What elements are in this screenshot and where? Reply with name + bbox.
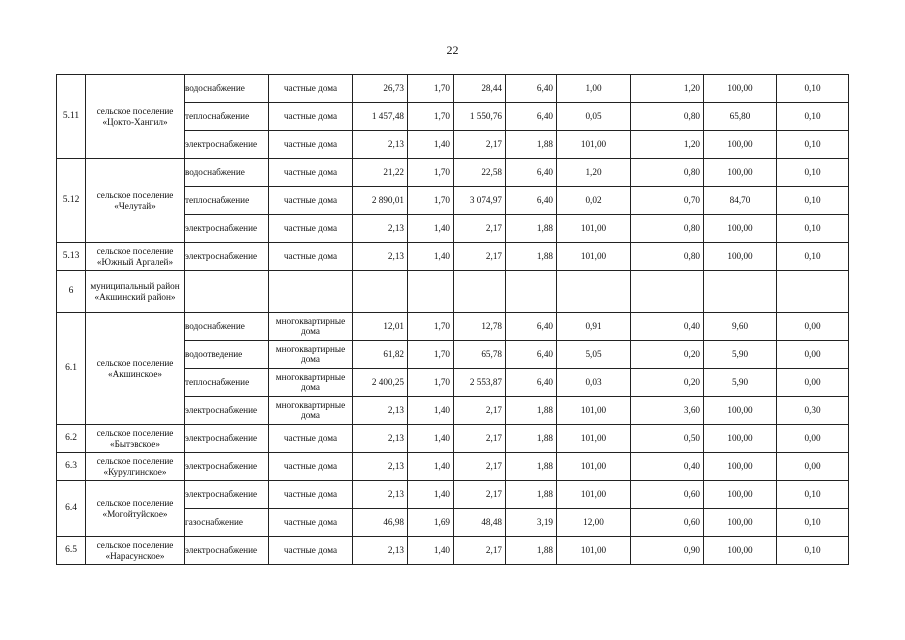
value-cell: 1,20 bbox=[631, 75, 704, 103]
value-cell: 0,00 bbox=[777, 425, 849, 453]
empty-cell bbox=[408, 271, 454, 313]
housing-type-cell: многоквартирные дома bbox=[269, 397, 353, 425]
empty-cell bbox=[704, 271, 777, 313]
table-row bbox=[57, 271, 849, 313]
value-cell: 84,70 bbox=[704, 187, 777, 215]
value-cell: 0,60 bbox=[631, 509, 704, 537]
value-cell: 6,40 bbox=[506, 159, 557, 187]
empty-cell bbox=[185, 271, 269, 313]
value-cell: 0,00 bbox=[777, 453, 849, 481]
value-cell: 0,10 bbox=[777, 243, 849, 271]
row-number-cell: 6.2 bbox=[57, 425, 86, 453]
value-cell: 1,88 bbox=[506, 481, 557, 509]
value-cell: 1,40 bbox=[408, 131, 454, 159]
value-cell: 1,70 bbox=[408, 159, 454, 187]
value-cell: 0,10 bbox=[777, 131, 849, 159]
value-cell: 5,90 bbox=[704, 369, 777, 397]
value-cell: 0,05 bbox=[557, 103, 631, 131]
value-cell: 1,20 bbox=[631, 131, 704, 159]
value-cell: 101,00 bbox=[557, 243, 631, 271]
value-cell: 1,88 bbox=[506, 131, 557, 159]
value-cell: 3 074,97 bbox=[454, 187, 506, 215]
value-cell: 0,10 bbox=[777, 509, 849, 537]
settlement-cell: сельское поселение «Акшинское» bbox=[86, 313, 185, 425]
value-cell: 2,13 bbox=[353, 397, 408, 425]
value-cell: 1,40 bbox=[408, 243, 454, 271]
value-cell: 2,13 bbox=[353, 215, 408, 243]
value-cell: 100,00 bbox=[704, 159, 777, 187]
settlement-cell: сельское поселение «Цокто-Хангил» bbox=[86, 75, 185, 159]
value-cell: 0,20 bbox=[631, 341, 704, 369]
empty-cell bbox=[454, 271, 506, 313]
table-row bbox=[57, 243, 849, 271]
value-cell: 0,60 bbox=[631, 481, 704, 509]
utility-cell: электроснабжение bbox=[185, 215, 269, 243]
utility-cell: электроснабжение bbox=[185, 453, 269, 481]
value-cell: 1 457,48 bbox=[353, 103, 408, 131]
table-row bbox=[57, 481, 849, 509]
settlement-cell: сельское поселение «Курулгинское» bbox=[86, 453, 185, 481]
value-cell: 1,70 bbox=[408, 75, 454, 103]
value-cell: 1,88 bbox=[506, 425, 557, 453]
housing-type-cell: частные дома bbox=[269, 215, 353, 243]
value-cell: 2,17 bbox=[454, 215, 506, 243]
value-cell: 101,00 bbox=[557, 481, 631, 509]
value-cell: 101,00 bbox=[557, 425, 631, 453]
row-number-cell: 6.5 bbox=[57, 537, 86, 565]
value-cell: 2 400,25 bbox=[353, 369, 408, 397]
utility-cell: водоснабжение bbox=[185, 159, 269, 187]
value-cell: 61,82 bbox=[353, 341, 408, 369]
value-cell: 12,78 bbox=[454, 313, 506, 341]
value-cell: 6,40 bbox=[506, 187, 557, 215]
value-cell: 0,90 bbox=[631, 537, 704, 565]
housing-type-cell: многоквартирные дома bbox=[269, 341, 353, 369]
housing-type-cell: частные дома bbox=[269, 243, 353, 271]
tariff-table bbox=[56, 74, 849, 565]
value-cell: 6,40 bbox=[506, 313, 557, 341]
housing-type-cell: частные дома bbox=[269, 453, 353, 481]
value-cell: 0,80 bbox=[631, 243, 704, 271]
utility-cell: газоснабжение bbox=[185, 509, 269, 537]
settlement-cell: сельское поселение «Южный Аргалей» bbox=[86, 243, 185, 271]
value-cell: 2,17 bbox=[454, 243, 506, 271]
value-cell: 0,10 bbox=[777, 75, 849, 103]
value-cell: 2,13 bbox=[353, 425, 408, 453]
empty-cell bbox=[777, 271, 849, 313]
value-cell: 1,40 bbox=[408, 453, 454, 481]
utility-cell: теплоснабжение bbox=[185, 369, 269, 397]
value-cell: 100,00 bbox=[704, 75, 777, 103]
value-cell: 2 890,01 bbox=[353, 187, 408, 215]
value-cell: 100,00 bbox=[704, 537, 777, 565]
value-cell: 12,00 bbox=[557, 509, 631, 537]
value-cell: 0,91 bbox=[557, 313, 631, 341]
table-row bbox=[57, 453, 849, 481]
value-cell: 1,69 bbox=[408, 509, 454, 537]
value-cell: 2,17 bbox=[454, 537, 506, 565]
value-cell: 6,40 bbox=[506, 75, 557, 103]
value-cell: 101,00 bbox=[557, 397, 631, 425]
value-cell: 2,17 bbox=[454, 425, 506, 453]
value-cell: 1,88 bbox=[506, 537, 557, 565]
value-cell: 1,88 bbox=[506, 243, 557, 271]
utility-cell: электроснабжение bbox=[185, 537, 269, 565]
utility-cell: электроснабжение bbox=[185, 131, 269, 159]
value-cell: 2,13 bbox=[353, 481, 408, 509]
row-number-cell: 5.11 bbox=[57, 75, 86, 159]
empty-cell bbox=[269, 271, 353, 313]
housing-type-cell: частные дома bbox=[269, 187, 353, 215]
table-row bbox=[57, 425, 849, 453]
value-cell: 0,10 bbox=[777, 537, 849, 565]
value-cell: 1,40 bbox=[408, 397, 454, 425]
value-cell: 0,03 bbox=[557, 369, 631, 397]
value-cell: 48,48 bbox=[454, 509, 506, 537]
value-cell: 101,00 bbox=[557, 131, 631, 159]
value-cell: 0,40 bbox=[631, 313, 704, 341]
table-row bbox=[57, 75, 849, 103]
utility-cell: теплоснабжение bbox=[185, 103, 269, 131]
value-cell: 1,70 bbox=[408, 369, 454, 397]
value-cell: 100,00 bbox=[704, 215, 777, 243]
value-cell: 2,17 bbox=[454, 481, 506, 509]
utility-cell: электроснабжение bbox=[185, 425, 269, 453]
value-cell: 1,20 bbox=[557, 159, 631, 187]
utility-cell: водоснабжение bbox=[185, 313, 269, 341]
value-cell: 0,00 bbox=[777, 313, 849, 341]
value-cell: 0,70 bbox=[631, 187, 704, 215]
value-cell: 1,88 bbox=[506, 453, 557, 481]
value-cell: 21,22 bbox=[353, 159, 408, 187]
housing-type-cell: частные дома bbox=[269, 481, 353, 509]
value-cell: 100,00 bbox=[704, 243, 777, 271]
utility-cell: теплоснабжение bbox=[185, 187, 269, 215]
value-cell: 22,58 bbox=[454, 159, 506, 187]
value-cell: 1,70 bbox=[408, 103, 454, 131]
page-number: 22 bbox=[446, 43, 459, 57]
value-cell: 1,00 bbox=[557, 75, 631, 103]
settlement-cell: сельское поселение «Бытэвское» bbox=[86, 425, 185, 453]
value-cell: 0,10 bbox=[777, 481, 849, 509]
housing-type-cell: многоквартирные дома bbox=[269, 313, 353, 341]
value-cell: 1,70 bbox=[408, 313, 454, 341]
settlement-cell: сельское поселение «Могойтуйское» bbox=[86, 481, 185, 537]
row-number-cell: 5.13 bbox=[57, 243, 86, 271]
value-cell: 28,44 bbox=[454, 75, 506, 103]
value-cell: 2,13 bbox=[353, 131, 408, 159]
value-cell: 0,00 bbox=[777, 369, 849, 397]
housing-type-cell: частные дома bbox=[269, 103, 353, 131]
value-cell: 0,30 bbox=[777, 397, 849, 425]
value-cell: 0,80 bbox=[631, 159, 704, 187]
row-number-cell: 5.12 bbox=[57, 159, 86, 243]
value-cell: 1,70 bbox=[408, 341, 454, 369]
row-number-cell: 6.3 bbox=[57, 453, 86, 481]
value-cell: 100,00 bbox=[704, 453, 777, 481]
row-number-cell: 6.1 bbox=[57, 313, 86, 425]
value-cell: 0,10 bbox=[777, 187, 849, 215]
row-number-cell: 6.4 bbox=[57, 481, 86, 537]
value-cell: 0,50 bbox=[631, 425, 704, 453]
housing-type-cell: частные дома bbox=[269, 131, 353, 159]
value-cell: 0,80 bbox=[631, 215, 704, 243]
value-cell: 2,17 bbox=[454, 397, 506, 425]
value-cell: 2,17 bbox=[454, 453, 506, 481]
value-cell: 100,00 bbox=[704, 397, 777, 425]
housing-type-cell: частные дома bbox=[269, 537, 353, 565]
settlement-cell: муниципальный район «Акшинский район» bbox=[86, 271, 185, 313]
table-row bbox=[57, 159, 849, 187]
value-cell: 0,80 bbox=[631, 103, 704, 131]
value-cell: 3,19 bbox=[506, 509, 557, 537]
value-cell: 2 553,87 bbox=[454, 369, 506, 397]
housing-type-cell: частные дома bbox=[269, 425, 353, 453]
value-cell: 6,40 bbox=[506, 341, 557, 369]
empty-cell bbox=[631, 271, 704, 313]
value-cell: 1,88 bbox=[506, 397, 557, 425]
value-cell: 1,40 bbox=[408, 537, 454, 565]
utility-cell: электроснабжение bbox=[185, 481, 269, 509]
value-cell: 3,60 bbox=[631, 397, 704, 425]
value-cell: 1,40 bbox=[408, 481, 454, 509]
value-cell: 0,10 bbox=[777, 103, 849, 131]
housing-type-cell: многоквартирные дома bbox=[269, 369, 353, 397]
row-number-cell: 6 bbox=[57, 271, 86, 313]
table-row bbox=[57, 537, 849, 565]
value-cell: 5,90 bbox=[704, 341, 777, 369]
table-row bbox=[57, 313, 849, 341]
value-cell: 0,02 bbox=[557, 187, 631, 215]
value-cell: 101,00 bbox=[557, 537, 631, 565]
value-cell: 1,40 bbox=[408, 425, 454, 453]
value-cell: 0,40 bbox=[631, 453, 704, 481]
settlement-cell: сельское поселение «Нарасунское» bbox=[86, 537, 185, 565]
value-cell: 101,00 bbox=[557, 215, 631, 243]
value-cell: 1 550,76 bbox=[454, 103, 506, 131]
housing-type-cell: частные дома bbox=[269, 509, 353, 537]
value-cell: 1,40 bbox=[408, 215, 454, 243]
value-cell: 100,00 bbox=[704, 481, 777, 509]
empty-cell bbox=[506, 271, 557, 313]
utility-cell: водоотведение bbox=[185, 341, 269, 369]
value-cell: 100,00 bbox=[704, 509, 777, 537]
value-cell: 101,00 bbox=[557, 453, 631, 481]
value-cell: 65,78 bbox=[454, 341, 506, 369]
value-cell: 1,70 bbox=[408, 187, 454, 215]
value-cell: 0,10 bbox=[777, 215, 849, 243]
housing-type-cell: частные дома bbox=[269, 159, 353, 187]
value-cell: 46,98 bbox=[353, 509, 408, 537]
empty-cell bbox=[353, 271, 408, 313]
value-cell: 2,17 bbox=[454, 131, 506, 159]
value-cell: 0,00 bbox=[777, 341, 849, 369]
value-cell: 9,60 bbox=[704, 313, 777, 341]
value-cell: 0,20 bbox=[631, 369, 704, 397]
utility-cell: электроснабжение bbox=[185, 243, 269, 271]
value-cell: 100,00 bbox=[704, 425, 777, 453]
value-cell: 5,05 bbox=[557, 341, 631, 369]
empty-cell bbox=[557, 271, 631, 313]
value-cell: 2,13 bbox=[353, 453, 408, 481]
value-cell: 2,13 bbox=[353, 243, 408, 271]
value-cell: 65,80 bbox=[704, 103, 777, 131]
value-cell: 2,13 bbox=[353, 537, 408, 565]
housing-type-cell: частные дома bbox=[269, 75, 353, 103]
settlement-cell: сельское поселение «Челутай» bbox=[86, 159, 185, 243]
value-cell: 12,01 bbox=[353, 313, 408, 341]
utility-cell: электроснабжение bbox=[185, 397, 269, 425]
value-cell: 100,00 bbox=[704, 131, 777, 159]
value-cell: 6,40 bbox=[506, 103, 557, 131]
value-cell: 1,88 bbox=[506, 215, 557, 243]
value-cell: 0,10 bbox=[777, 159, 849, 187]
utility-cell: водоснабжение bbox=[185, 75, 269, 103]
value-cell: 26,73 bbox=[353, 75, 408, 103]
table-body bbox=[57, 75, 849, 565]
value-cell: 6,40 bbox=[506, 369, 557, 397]
